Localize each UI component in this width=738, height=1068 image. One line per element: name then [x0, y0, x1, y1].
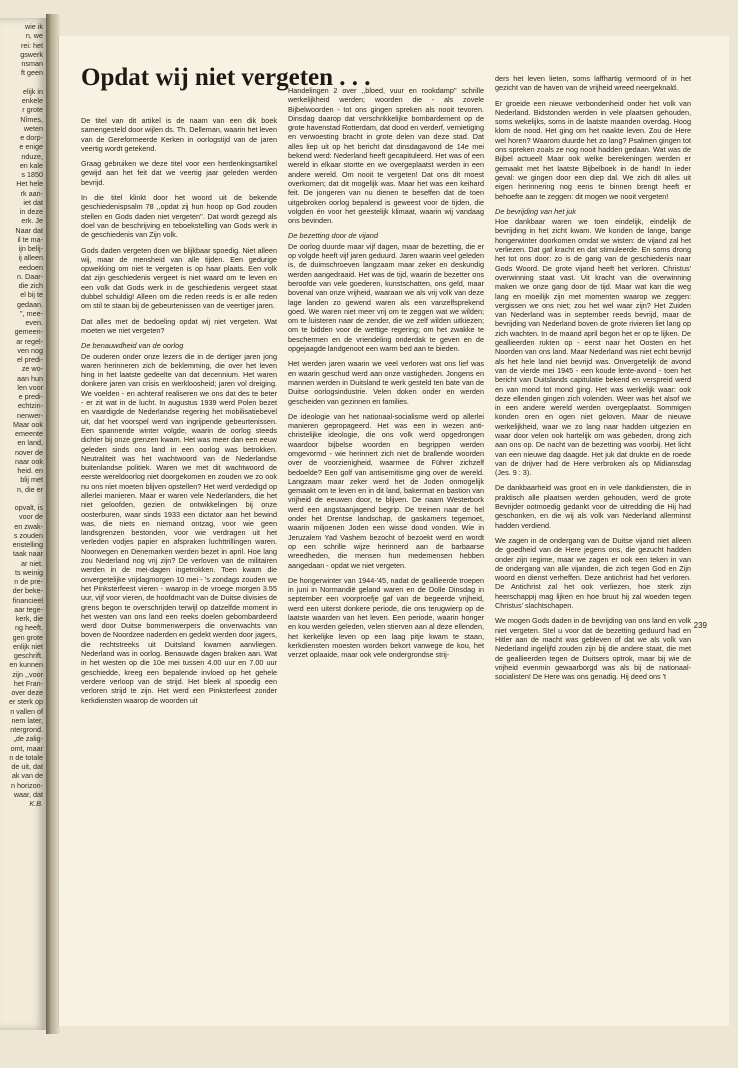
left-page-signature: K.B. [29, 799, 43, 808]
left-page-line: ng heeft, [15, 623, 43, 633]
left-page-line: in deze [19, 207, 43, 216]
left-page-line: erk. Je [21, 216, 43, 226]
page-number: 239 [693, 621, 707, 630]
left-page-line: blij met [20, 475, 43, 485]
left-page-line: gedaan. [17, 299, 43, 309]
left-page-line: n de pre- [14, 577, 43, 586]
left-page-line: over deze [11, 688, 43, 697]
left-page-line: gemeen- [14, 327, 43, 337]
paragraph: Gods daden vergeten doen we blijkbaar spoedig. Niet alleen wij, maar de mensheid van alle tijden. Een gedurige opwekking om niet te vergeten is op haar plaats. Een volk dat zijn geschiedenis vergeet is niet waard om te leven en een volk dat Gods werk in de geschiedenis vergeet staat dubbel schuldig! Alleen om die reden reeds is er alle reden om stil te staan bij de gebeurtenissen van de veertiger jaren. [81, 245, 277, 311]
left-page-line: emeente [15, 429, 43, 438]
paragraph: De titel van dit artikel is de naam van een dik boek samengesteld door wijlen ds. Th. Delleman, waarin het leven van de Gereformeerde Kerken in oorlogstijd van de jaren veertig wordt getekend. [81, 116, 277, 153]
left-page-line: iet dat [23, 197, 43, 207]
paragraph: De dankbaarheid was groot en in vele dankdiensten, die in praktisch alle plaatsen werden gehouden, werd de grote Bevrijder ootmoedig gedankt voor de uitredding die Hij had geschonken, en die wij als volk van Nederland allerminst hadden verdiend. [495, 483, 691, 530]
left-page-line: enstelling [12, 540, 43, 549]
left-page-line: der beke- [12, 586, 43, 596]
left-page-line: en kunnen [9, 660, 43, 670]
left-page-line: n, die er [17, 484, 43, 494]
left-page-line: echtzin- [17, 401, 43, 411]
left-page-line: heid. en [17, 466, 43, 475]
left-page-line: Maar ook [13, 419, 43, 429]
left-page-line: ts weinig [15, 567, 43, 577]
left-page-line: „de zalig- [13, 734, 43, 744]
left-page-line: nsman [21, 59, 43, 68]
left-page-line: financieel [12, 595, 43, 605]
left-page-line: omt, maar [10, 743, 43, 753]
left-page-line: geschrift. [13, 651, 43, 660]
left-page-line: waar, dat [13, 789, 43, 799]
left-page-line: kerk, die [15, 614, 43, 623]
left-page-line: Nîmes, [20, 114, 43, 124]
left-page-line: ijn belij- [18, 244, 43, 253]
paragraph: We zagen in de ondergang van de Duitse vijand niet alleen de goedheid van de Here jegens ons, die gezucht hadden onder zijn regime, maar we zagen er ook een teken in van de ondergang van alle vijanden, die zich tegen God en Zijn woord en dienst verheffen. Deze antichrist had het verloren. De Antichrist zal het ook verliezen, hoe sterk zijn heerschappij mag lijken en hoe bruut hij zal woeden tegen Christus' slachtschapen. [495, 535, 691, 611]
left-page-line [0, 494, 43, 503]
left-page-line: eedoen [19, 262, 43, 272]
paragraph: Dat alles met de bedoeling opdat wij niet vergeten. Wat moeten we niet vergeten? [81, 316, 277, 335]
left-page-line: n de totale [9, 752, 43, 762]
article-title: Opdat wij niet vergeten . . . [81, 64, 371, 91]
paragraph: De oorlog duurde maar vijf dagen, maar de bezetting, die er op volgde heeft vijf jaren geduurd. Jaren waarin veel geleden is, de duimschroeven langzaam maar zeker en deskundig werden aangedraaid. Het was de tijd, waarin de bezetter ons beroofde van vele goederen, kunstschatten, ons geld, maar bovenal van onze vrijheid, waaraan we als vrij volk van deze lage landen zo gewend waren als een vanzelfsprekend goed. We waren niet meer vrij om te zeggen wat we wilden; om te luisteren naar de zender, die we zelf wilden uitkiezen; om te bidden voor de wettige regering; om het zwakke te beschermen en de vriendeling onderdak te geven en de opgejaagde landgenoot een warm bed aan te bieden. [288, 241, 484, 354]
left-page-line: e dorp- [20, 133, 43, 142]
paragraph: Hoe dankbaar waren we toen eindelijk, eindelijk de bevrijding in het zicht kwam. We konden de lange, bange hongerwinter doorkomen omdat we wisten: de vijand zal het verliezen. Dat gaf kracht en dat stimuleerde. En soms drong het tot ons door: zo is de gang van de geschiedenis naar Gods Woord. De grote vijand heeft het verloren. Christus' overwinning staat vast. Uit kracht van die overwinning maken we onze gang door de tijd. Maar wat kan die weg lang en moeilijk zijn met momenten waarop we zeggen: vergissen we ons niet; zou het wel waar zijn? Het Zuiden van Nederland was in september reeds bevrijd, maar de bevrijding van Nederland boven de grote rivieren liet lang op zich wachten. In de maand april begon het er op te lijken. De geallieerden rukten op - eerst naar het Oosten en het Noorden van ons land. Maar Nederland was niet echt bevrijd als het hele land niet bevrijd was. Onvergetelijk de avond van de vierde mei 1945 - een koude lente-avond - toen het bericht van Duitslands capitulatie bekend en verspreid werd en van mond tot mond ging. Het was werkelijk waar: ook deze ellenden gingen zich volenden. Weer was het alsof we in een andere wereld werden overgeplaatst. Sommigen konden oren en ogen niet geloven. Maar de nieuwe werkelijkheid, waar we zo lang naar hadden uitgezien en waar door velen ook hartelijk om was gebeden, drong zich aan ons op. De nacht van de bezetting was voorbij. Het licht van een nieuwe dag daagde. Het juk dat drukte en de roede van de drijver had de Here verbroken als op Midiansdag (Jes. 9 : 3). [495, 217, 691, 478]
paragraph: De ideologie van het nationaal-socialisme werd op allerlei manieren gepropageerd. Het was een in wezen anti-christelijke ideologie, die ons volk werd opgedrongen waardoor bijbelse woorden en begrippen werden omgevormd - wie herinnert zich niet de brallende woorden over de voorzienigheid, waarmee de Führer zichzelf bedoelde? Een golf van antisemitisme ging over de wereld. Langzaam maar zeker werd het de Joden onmogelijk gemaakt om te leven en in dit land, bakermat en bastion van vrijheid de eeuwen door, te blijven. De naam Westerbork werd een angstaanjagend begrip. De treinen naar de hel onder het Drentse landschap, de gaskamers tegemoet, waarin miljoenen Joden een wisse dood vonden. Wie in Jeruzalem Yad Vashem bezocht of bezoekt werd en wordt op een schrille wijze herinnerd aan de barbaarse wreedheden, die mensen hun medemensen hebben aangedaan - opdat we niet vergeten. [288, 411, 484, 570]
left-page-line: ak van de [11, 771, 43, 781]
left-page-line: zijn ,,voor [12, 669, 43, 679]
paragraph: In die titel klinkt door het woord uit de bekende geschiedenispsalm 78 ,,opdat zij hun hoop op God zouden stellen en Gods daden niet vergeten''. Dat wordt gezegd als doel van de beschrijving en teboekstelling van Gods werk in de geschiedenis van Zijn volk. [81, 193, 277, 240]
left-page-line: gen grote [12, 632, 43, 642]
left-page-line [0, 78, 43, 87]
paragraph: Handelingen 2 over ,,bloed, vuur en rookdamp'' schrille werkelijkheid werden; woorden die - als zovele Bijbelwoorden - tot ons gingen spreken als nooit tevoren. Dinsdag daarop dat verschrikkelijke bombardement op de grote havenstad Rotterdam, dat dood en verderf, vernietiging en verwoesting bracht in grote delen van deze stad. Dat alles liep uit op het bericht dat dinsdagavond de 14e mei bekend werd: Nederland heeft gecapituleerd. Het was of een wereld in elkaar stortte en we overgeplaatst werden in een andere wereld. Om nooit te vergeten! Dat ons dit moest overkomen; dat dit mogelijk was. Maar het was een keihard feit. De jongeren van nu dienen te beseffen dat de toen uitgebroken oorlog bepalend is geweest voor de tijden, die volgden én voor het geestelijk klimaat, waarin wij vandaag ons bevinden. [288, 86, 484, 226]
left-page-line: e predi- [18, 392, 43, 401]
left-page-line: nem later, [11, 715, 43, 725]
left-page-line: n. Daar- [17, 271, 43, 281]
left-page-line: ar regel- [16, 336, 43, 346]
left-page-line: Naar dat [15, 225, 43, 235]
left-page-line: er sterk op [9, 697, 43, 707]
paragraph: De ouderen onder onze lezers die in de dertiger jaren jong waren herinneren zich de beklemming, die over het leven hing in het laatste gedeelte van dat decennium. Het waren donkere jaren van crisis en werkloosheid; jaren vol dreiging. We voelden - en achteraf realiseren we ons dat des te beter - er zit wat in de lucht. In augustus 1939 werd Polen bezet en vaardigde de Nederlandse regering het mobilisatiebevel uit, dat het voorspel werd van ingrijpende gebeurtenissen. Een spannende winter volgde, waarin de oorlog steeds dichter bij onze grenzen kwam. Het was meer dan een eeuw geleden sinds ons land in een oorlog was betrokken. Neutraliteit was het wachtwoord van de Nederlandse buitenlandse politiek. Waren we met dit wachtwoord de eerste wereldoorlog niet doorgekomen en zouden we zo ook nu ons niet moeten blijven opstellen? Het werd verdedigd op allerlei manieren. Maar er waren vele Nederlanders, die het niet geloofden, gezien de ontwikkelingen bij onze oosterburen, waar sinds 1933 een dictator aan het bewind was, die niets en niemand ontzag, voor wie geen landsgrenzen bestonden, voor wie verdragen uit het verleden vodjes papier en afspraken luchttrillingen waren. Noorwegen en Denemarken werden bezet in april. Hoe lang zou Nederland nog vrij zijn? De verloven van de militairen werden in de mei-dagen ingetrokken. Toen kwam die onvergetelijke vrijdagmorgen 10 mei - 's zondags zouden we het Pinksterfeest vieren - waarop in de vroege morgen 3.55 uur, vijf voor vieren, de hoofdmacht van de Duitse divisies de grens begon te overschrijden terwijl op datzelfde moment in het westen van ons land een reeks doelen gebombardeerd werd door Duitse bommenwerpers die onverwachts van boven de Noordzee naderden en gedekt werden door jagers, die rechtstreeks uit Duitsland kwamen aanvliegen. Nederland was in oorlog. Benauwde dagen braken aan. Wat in het westen op die 10e mei tussen 4.00 uur en 7.00 uur geschiedde, kreeg een bepalende invloed op het gehele verdere verloop van de strijd. Het bleek al spoedig een verloren strijd te zijn. Het werd een Pinksterfeest zonder kerkdiensten waarop de woorden uit [81, 351, 277, 705]
left-page-line: ze wo- [21, 364, 43, 374]
left-page-line: e enige [19, 142, 43, 152]
paragraph: ders het leven lieten, soms laffhartig vermoord of in het gezicht van de haven van de vrijheid wreed neergeknald. [495, 74, 691, 93]
left-page-line: nover de [15, 447, 43, 457]
left-page-line: rk aan- [20, 188, 43, 198]
left-page-line: naar ook [15, 456, 43, 466]
left-page-line: de uit, dat [11, 762, 43, 771]
left-page-line: opvalt, is [14, 503, 43, 512]
left-page-line: weten [23, 123, 43, 133]
left-page-line: ntergrond. [10, 725, 43, 734]
left-page-line: enlijk niet [13, 641, 43, 651]
left-page-line: voor de [19, 512, 43, 522]
left-page-line: aar tege- [14, 604, 43, 614]
section-heading: De bezetting door de vijand [288, 231, 378, 241]
left-page-line: n horizon- [11, 780, 43, 790]
left-page-edge [0, 18, 46, 1030]
left-page-line: taak naar [13, 549, 43, 559]
left-page-line: n, we [25, 31, 43, 41]
left-page-line: elijk in [23, 86, 43, 96]
left-page-line: s 1850 [21, 170, 43, 179]
left-page-line: ij alleen [18, 253, 43, 263]
left-page-line: en kale [19, 160, 43, 170]
left-page-line: '', mee- [19, 308, 43, 318]
left-page-line: Het hele [16, 179, 43, 189]
article-column-2 [288, 86, 484, 666]
left-page-fragments [0, 22, 43, 808]
left-page-line: n vallen of [10, 706, 43, 716]
left-page-line: ft geen [21, 68, 43, 78]
left-page-line: nduze, [21, 151, 43, 161]
left-page-line: en land, [17, 438, 43, 448]
section-heading: De benauwdheid van de oorlog [81, 341, 184, 351]
article-column-1 [81, 116, 277, 711]
left-page-line: gswerk [20, 49, 43, 59]
paragraph: We mogen Gods daden in de bevrijding van ons land en volk niet vergeten. Stel u voor dat de bezetting geduurd had en Hitler aan de macht was gebleven of dat we als volk van Nederland ingelijfd zouden zijn bij die andere staat, die met de geallieerden tegen de Duitsers optrok, maar bij wie de vrijheid evenmin gewaarborgd was als bij de nationaal-socialisten! De Here was ons genadig. Hij deed ons 't [495, 616, 691, 682]
left-page-line: die zich [18, 281, 43, 290]
left-page-line: rei: het [21, 40, 43, 50]
left-page-line: enkele [21, 96, 43, 105]
paragraph: De hongerwinter van 1944-'45, nadat de geallieerde troepen in juni in Normandië geland waren en de Dolle Dinsdag in september een voorproefje gaf van de begeerde vrijheid, werd een uiterst donkere periode, die ons terugwierp op de laatste waarden van het leven. Een periode, waarin honger en kou werden geleden, velen stierven aan al deze ellenden, het kerkelijke leven op een laag pitje kwam te staan, kerkdiensten moesten worden bekort vanwege de kou, het verzet oplaaide, maar ook vele ondergrondse strij- [288, 575, 484, 660]
left-page-line: aan hun [17, 373, 43, 383]
section-heading: De bevrijding van het juk [495, 206, 576, 216]
paragraph: Graag gebruiken we deze titel voor een herdenkingsartikel gewijd aan het feit dat we veertig jaar geleden werden bevrijd. [81, 159, 277, 187]
left-page-line: nenwer- [17, 410, 43, 420]
article-column-3 [495, 74, 691, 687]
left-page-line: ven nog [17, 345, 43, 355]
left-page-line: wie ik [25, 22, 43, 31]
left-page-line: en zwak- [14, 521, 43, 531]
left-page-line: ar niet. [21, 558, 43, 568]
left-page-line: len voor [17, 382, 43, 392]
left-page-line: het Fran- [13, 678, 43, 688]
left-page-line: el bij te [20, 290, 43, 300]
paragraph: Er groeide een nieuwe verbondenheid onder het volk van Nederland. Bidstonden werden in vele plaatsen gehouden, soms wekelijks, soms in de laatste maanden overdag. Hoog klom de nood. Het ging om het naakte leven. Zou de Here wel horen? Waarom duurde het zo lang? Psalmen gingen tot ons spreken zoals ze nog nooit hadden gedaan. Wat was de Bijbel actueel! Maar ook welke berekeningen werden er gemaakt met het laatste Bijbelboek in de hand! In ieder geval: we gingen door een diep dal. We zich dit alles uit eigen herinnering nog eens te binnen brengt heeft er behoefte aan te zeggen: dit mogen we nooit vergeten! [495, 98, 691, 201]
left-page-line: el predi- [17, 355, 43, 364]
article-page [58, 36, 729, 1026]
left-page-line: even. [25, 318, 43, 327]
left-page-line: il te ma- [17, 234, 43, 244]
paragraph: Het werden jaren waarin we veel verloren wat ons lief was en waarin geschud werd aan onze vastigheden. Jongens en mannen werden in Duitsland te werk gesteld ten bate van de Duitse oorlogsindustrie. Velen doken onder en werden gescheiden van gezinnen en families. [288, 359, 484, 406]
left-page-line: s zouden [13, 530, 43, 540]
left-page-line: r grote [22, 105, 43, 115]
